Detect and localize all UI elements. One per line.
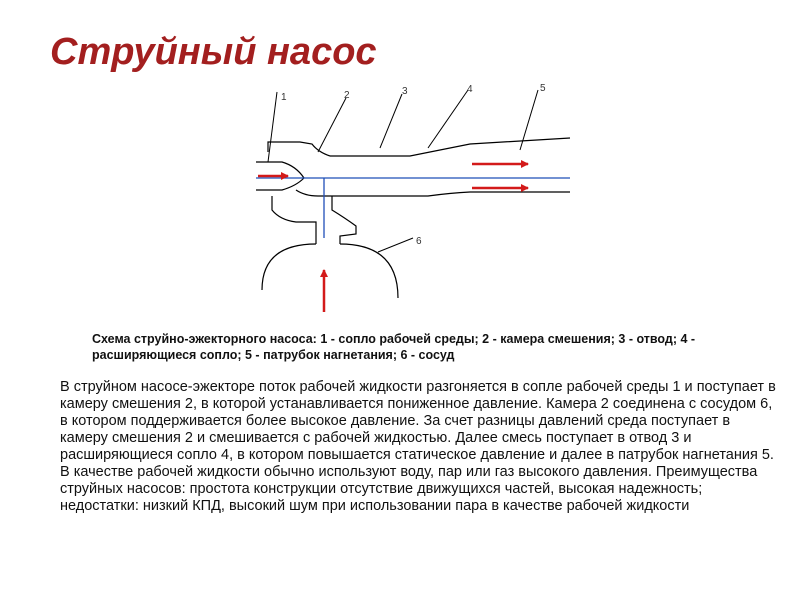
suction-pipe-left <box>272 196 316 244</box>
label-2: 2 <box>344 90 350 101</box>
working-nozzle-bottom <box>256 178 304 190</box>
leader-lines <box>268 90 538 252</box>
label-3: 3 <box>402 86 408 97</box>
label-5: 5 <box>540 83 546 94</box>
label-4: 4 <box>467 84 473 95</box>
vessel-dome <box>262 244 398 298</box>
diffuser-top <box>330 138 570 156</box>
leader-line-4 <box>428 90 468 148</box>
flow-arrows <box>258 164 528 312</box>
diagram-caption: Схема струйно-эжекторного насоса: 1 - сопло рабочей среды; 2 - камера смешения; 3 - отвод; 4 - расширяющиеся сопло; 5 - патрубок нагнетания; 6 - сосуд <box>92 331 696 362</box>
label-6: 6 <box>416 236 422 247</box>
mixing-chamber-top <box>268 142 330 156</box>
leader-line-1 <box>268 92 277 162</box>
description-text: В струйном насосе-эжекторе поток рабочей жидкости разгоняется в сопле рабочей среды 1 и поступает в камеру смешения 2, в которой устанавливается пониженное давление. Камера 2 соединена с сосудом 6, в котором поддерживается более высокое давление. За счет разницы давлений среда поступает в камеру смешения 2 и смешивается с рабочей жидкостью. Далее смесь поступает в отвод 3 и расширяющиеся сопло 4, в котором повышается статическое давление и далее в патрубок нагнетания 5. В качестве рабочей жидкости обычно используют воду, пар или газ высокого давления. Преимущества струйных насосов: простота конструкции отсутствие движущихся частей, высокая надежность; недостатки: низкий КПД, высокий шум при использовании пара в качестве рабочей жидкости <box>60 378 776 514</box>
diffuser-bottom <box>296 190 570 196</box>
leader-line-2 <box>318 98 346 152</box>
label-1: 1 <box>281 92 287 103</box>
leader-line-6 <box>378 238 413 252</box>
suction-pipe-right <box>332 196 356 244</box>
leader-line-3 <box>380 94 402 148</box>
pump-body-outline <box>256 138 570 298</box>
slide-title: Струйный насос <box>50 31 377 73</box>
